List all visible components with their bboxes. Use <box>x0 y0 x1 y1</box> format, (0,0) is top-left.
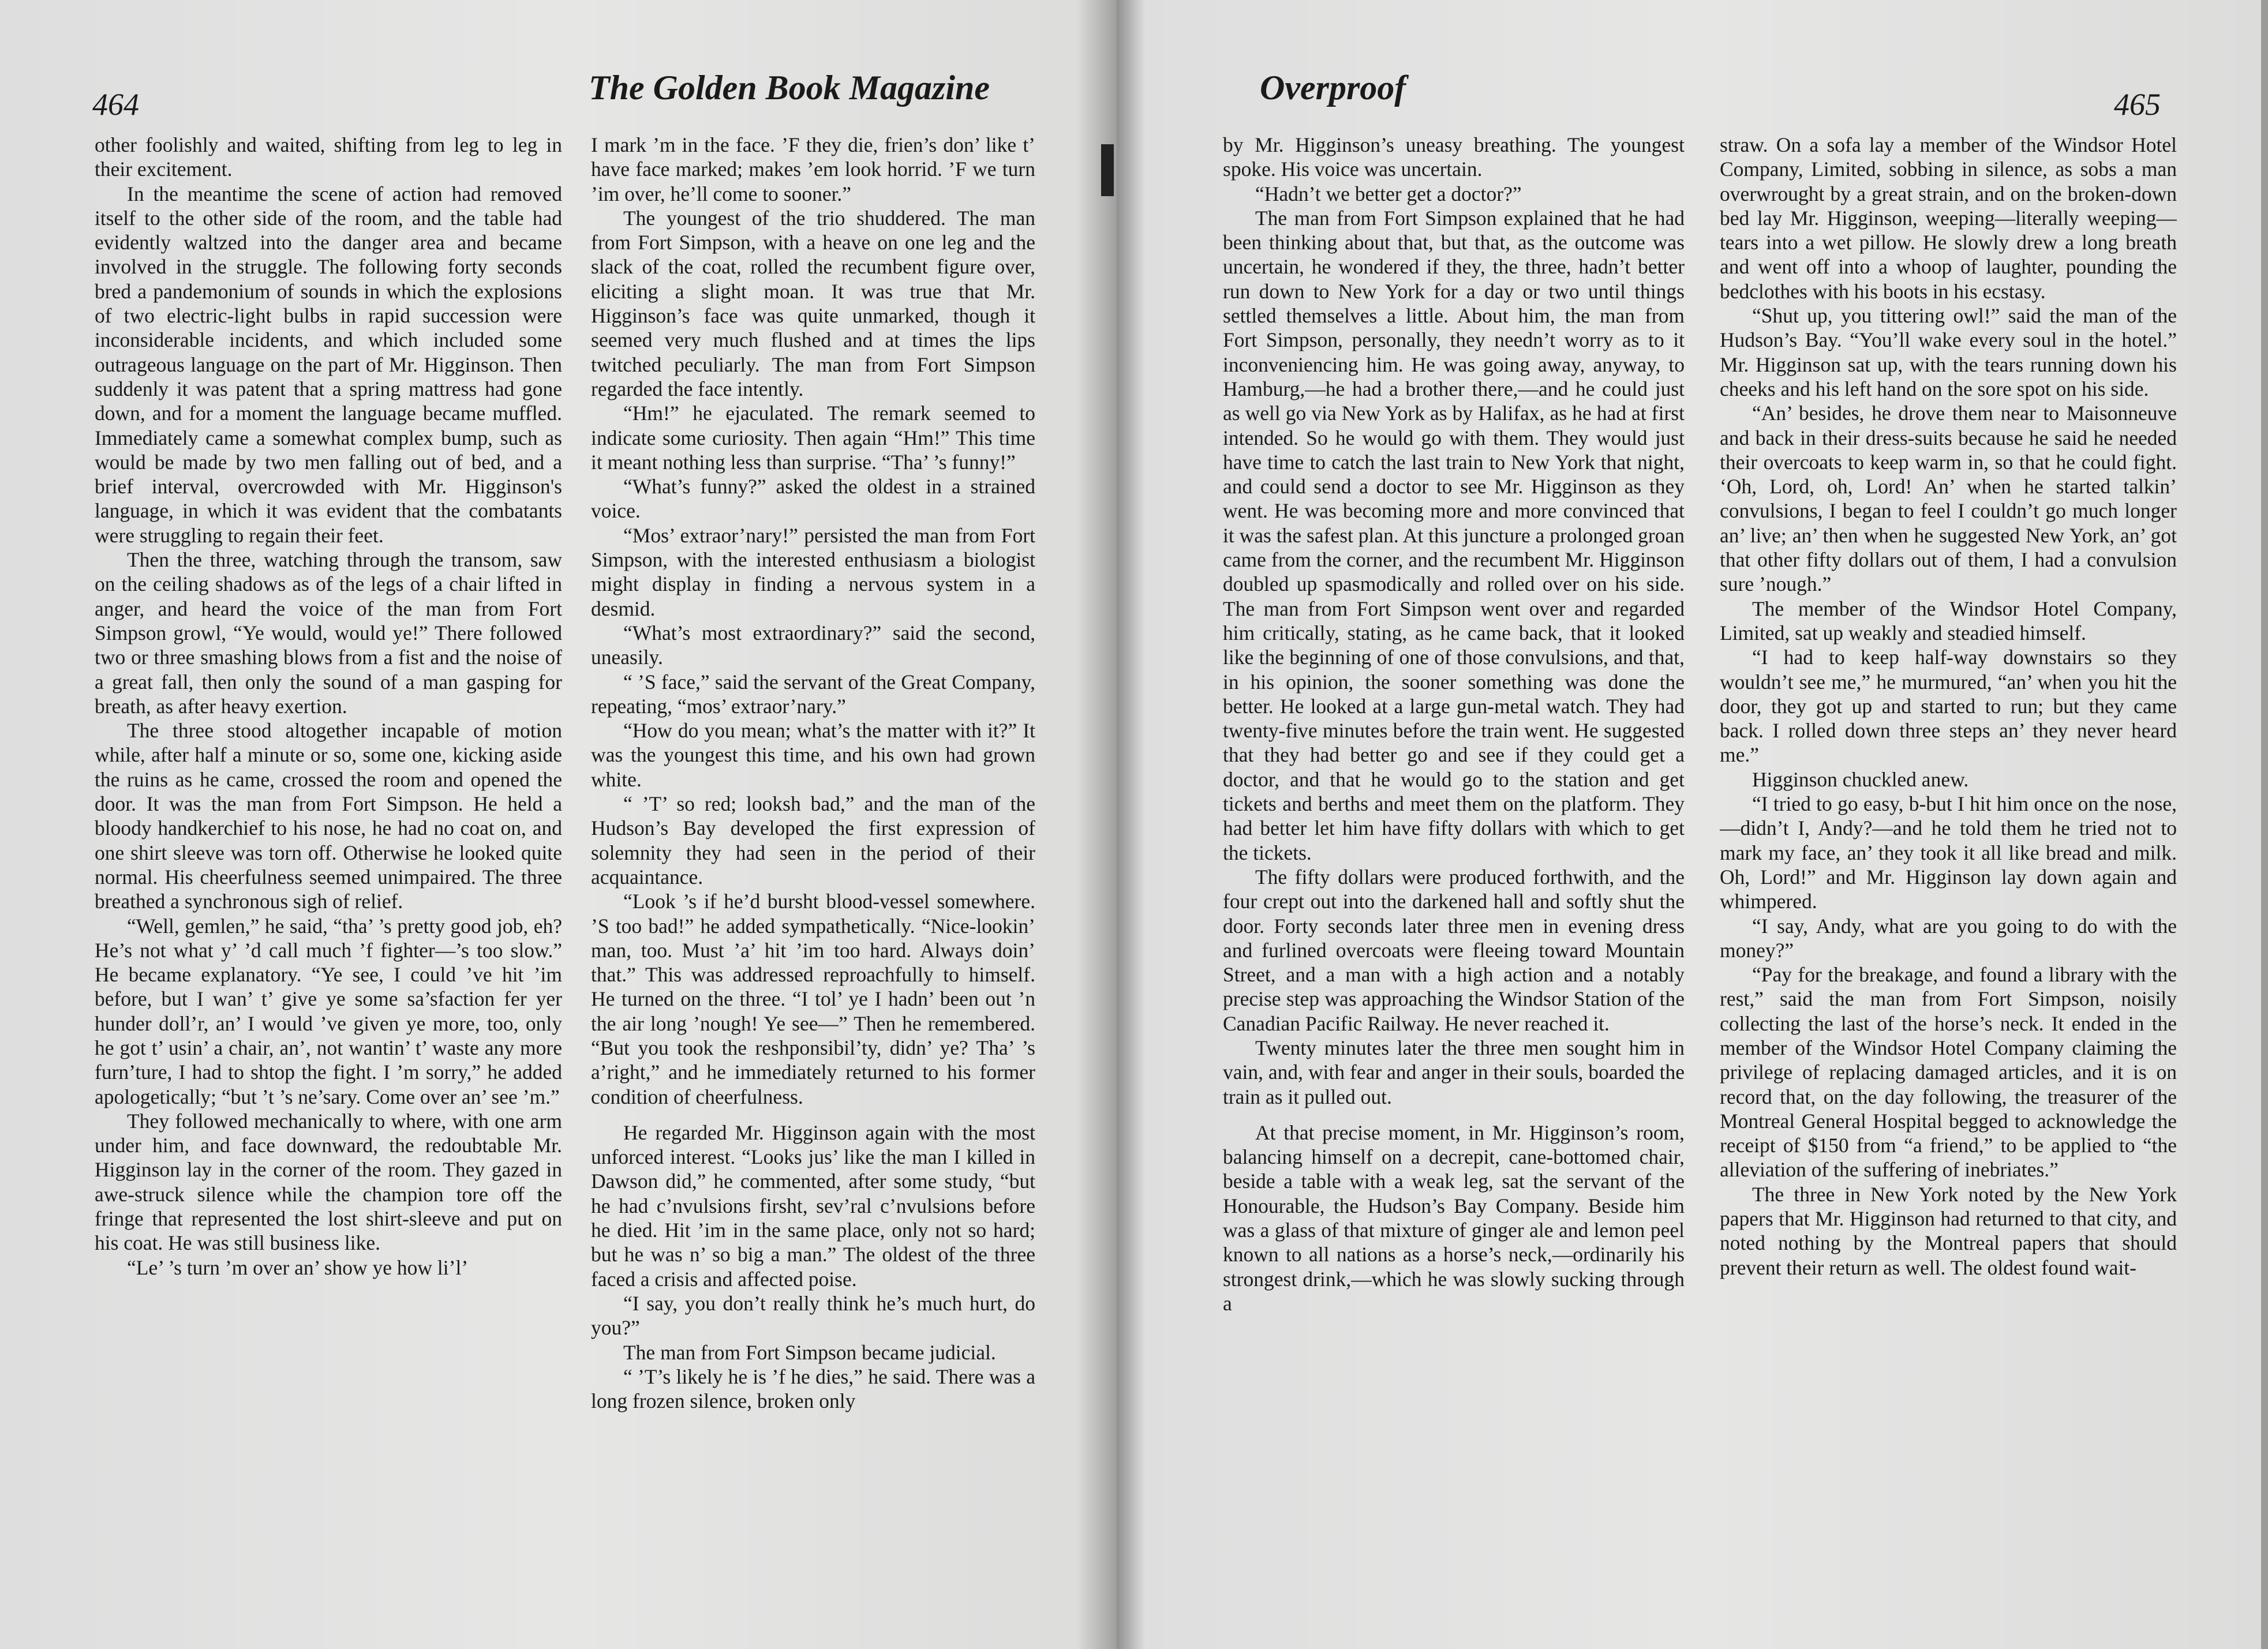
paragraph: “Shut up, you tittering owl!” said the man of the Hudson’s Bay. “You’ll wake every soul in the hotel.” Mr. Higginson sat up, with the tears running down his cheeks and his left hand on the sore spot on his side. <box>1720 304 2177 400</box>
paragraph: “What’s funny?” asked the oldest in a strained voice. <box>591 475 1035 523</box>
paragraph: The man from Fort Simpson became judicial. <box>623 1340 996 1364</box>
paragraph: “Hadn’t we better get a doctor?” <box>1255 182 1522 205</box>
paragraph: The three in New York noted by the New York papers that Mr. Higginson had returned to that city, and noted nothing by the Montreal papers that should prevent their return as well. The oldest found wait- <box>1720 1182 2177 1279</box>
running-head-left: The Golden Book Magazine <box>589 69 990 107</box>
binding-mark <box>1101 144 1114 196</box>
paragraph: “ ’T’s likely he is ’f he dies,” he said. There was a long frozen silence, broken only <box>591 1365 1035 1413</box>
page-edge <box>2261 0 2268 1649</box>
paragraph: “ ’S face,” said the servant of the Great Company, repeating, “mos’ extraor’nary.” <box>591 670 1035 718</box>
left-page <box>0 0 1117 1649</box>
paragraph: The youngest of the trio shuddered. The man from Fort Simpson, with a heave on one leg and the slack of the coat, rolled the recumbent figure over, eliciting a slight moan. It was true that Mr. Higginson’s face was quite unmarked, though it seemed very much flushed and at times the lips twitched peculiarly. The man from Fort Simpson regarded the face intently. <box>591 206 1035 400</box>
paragraph: “Well, gemlen,” he said, “tha’ ’s pretty good job, eh? He’s not what y’ ’d call much ’f fighter—’s too slow.” He became explanatory. “Ye see, I could ’ve hit ’im before, but I wan’ t’ give ye some sa’sfaction fer yer hunder doll’r, an’ I would ’ve given ye more, too, only he got t’ usin’ a chair, an’, not wantin’ t’ waste any more furn’ture, I had to shtop the fight. I ’m sorry,” he added apologetically; “but ’t ’s ne’sary. Come over an’ see ’m.” <box>95 914 562 1108</box>
paragraph: other foolishly and waited, shifting from leg to leg in their excitement. <box>95 133 562 181</box>
paragraph: The three stood altogether incapable of motion while, after half a minute or so, some one, kicking aside the ruins as he came, crossed the room and opened the door. It was the man from Fort Simpson. He held a bloody handkerchief to his nose, he had no coat on, and one shirt sleeve was torn off. Otherwise he looked quite normal. His cheerfulness seemed unimpaired. The three breathed a synchronous sigh of relief. <box>95 719 562 913</box>
paragraph: “I say, Andy, what are you going to do with the money?” <box>1720 914 2177 962</box>
paragraph: straw. On a sofa lay a member of the Windsor Hotel Company, Limited, sobbing in silence, as sobs a man overwrought by a great strain, and on the broken-down bed lay Mr. Higginson, weeping—literally weeping—tears into a wet pillow. He slowly drew a long breath and went off into a whoop of laughter, pounding the bedclothes with his boots in his ecstasy. <box>1720 133 2177 303</box>
paragraph: “ ’T’ so red; looksh bad,” and the man of the Hudson’s Bay developed the first expression of solemnity they had seen in the period of their acquaintance. <box>591 792 1035 889</box>
right-column-2 <box>1720 133 2177 1610</box>
paragraph: The fifty dollars were produced forthwith, and the four crept out into the darkened hall and softly shut the door. Forty seconds later three men in evening dress and furlined overcoats were fleeing toward Mountain Street, and a man with a high action and a notably precise step was approaching the Windsor Station of the Canadian Pacific Railway. He never reached it. <box>1223 865 1685 1035</box>
paragraph: “Le’ ’s turn ’m over an’ show ye how li’l’ <box>127 1256 469 1279</box>
paragraph: “I say, you don’t really think he’s much hurt, do you?” <box>591 1291 1035 1340</box>
paragraph: “What’s most extraordinary?” said the second, uneasily. <box>591 621 1035 669</box>
paragraph: I mark ’m in the face. ’F they die, frien’s don’ like t’ have face marked; makes ’em look horrid. ’F we turn ’im over, he’ll come to sooner.” <box>591 133 1035 205</box>
gutter-shadow <box>1076 0 1117 1649</box>
paragraph: “Mos’ extraor’nary!” persisted the man from Fort Simpson, with the interested enthusiasm a biologist might display in finding a nervous system in a desmid. <box>591 523 1035 620</box>
running-head-right: Overproof <box>1260 69 1406 107</box>
left-column-2 <box>591 133 1035 1610</box>
folio-left: 464 <box>92 87 139 122</box>
paragraph: “An’ besides, he drove them near to Maisonneuve and back in their dress-suits because he said he needed their overcoats to keep warm in, so that he could fight. ‘Oh, Lord, oh, Lord! An’ when he started talkin’ convulsions, I began to feel I couldn’t go much longer an’ live; an’ then when he suggested New York, an’ got that other fifty dollars out of them, I had a convulsion sure ’nough.” <box>1720 402 2177 596</box>
folio-right: 465 <box>2114 87 2161 122</box>
paragraph: “Pay for the breakage, and found a library with the rest,” said the man from Fort Simpson, noisily collecting the last of the horse’s neck. It ended in the member of the Windsor Hotel Company claiming the privilege of replacing damaged articles, and it is on record that, on the day following, the treasurer of the Montreal General Hospital begged to acknowledge the receipt of $150 from “a friend,” to be applied to “the alleviation of the suffering of inebriates.” <box>1720 963 2177 1182</box>
paragraph: The man from Fort Simpson explained that he had been thinking about that, but that, as the outcome was uncertain, he wondered if they, the three, hadn’t better run down to New York for a day or two until things settled themselves a little. About him, the man from Fort Simpson, personally, they needn’t worry as to it inconveniencing him. He was going away, anyway, to Hamburg,—he had a brother there,—and he could just as well go via New York as by Halifax, as he had at first intended. So he would go with them. They would just have time to catch the last train to New York that night, and could send a doctor to see Mr. Higginson as they went. He was becoming more and more convinced that it was the safest plan. At this juncture a prolonged groan came from the corner, and the recumbent Mr. Higginson doubled up spasmodically and rolled over on his side. The man from Fort Simpson went over and regarded him critically, stating, as he came back, that it looked like the beginning of one of those convulsions, and that, in his opinion, the sooner something was done the better. He looked at a large gun-metal watch. They had twenty-five minutes before the train went. He suggested that they had better go and see if they could get a doctor, and that he would go to the station and get tickets and berths and meet them on the platform. They had better let him have fifty dollars with which to get the tickets. <box>1223 206 1685 864</box>
paragraph: They followed mechanically to where, with one arm under him, and face downward, the redoubtable Mr. Higginson lay in the corner of the room. They gazed in awe-struck silence while the champion tore off the fringe that represented the lost shirt-sleeve and put on his coat. He was still business like. <box>95 1109 562 1255</box>
paragraph: “I had to keep half-way downstairs so they wouldn’t see me,” he murmured, “an’ when you hit the door, they got up and started to run; but they came back. I rolled down three steps an’ they never heard me.” <box>1720 646 2177 767</box>
paragraph: “How do you mean; what’s the matter with it?” It was the youngest this time, and his own had grown white. <box>591 719 1035 791</box>
paragraph: “Look ’s if he’d bursht blood-vessel somewhere. ’S too bad!” he added sympathetically. “Nice-lookin’ man, too. Must ’a’ hit ’im too hard. Always doin’ that.” This was addressed reproachfully to himself. He turned on the three. “I tol’ ye I hadn’ been out ’n the air long ’nough! Ye see—” Then he remembered. “But you took the reshponsibil’ty, didn’ ye? Tha’ ’s a’right,” and he immediately returned to his former condition of cheerfulness. <box>591 890 1035 1108</box>
left-column-1 <box>95 133 562 1610</box>
paragraph: He regarded Mr. Higginson again with the most unforced interest. “Looks jus’ like the man I killed in Dawson did,” he commented, after some study, “but he had c’nvulsions firsht, sev’ral c’nvulsions before he died. Hit ’im in the same place, only not so hard; but he was n’ so big a man.” The oldest of the three faced a crisis and affected poise. <box>591 1120 1035 1291</box>
paragraph: Higginson chuckled anew. <box>1752 767 1969 791</box>
paragraph: The member of the Windsor Hotel Company, Limited, sat up weakly and steadied himself. <box>1720 597 2177 644</box>
right-column-1 <box>1223 133 1685 1610</box>
paragraph: “Hm!” he ejaculated. The remark seemed to indicate some curiosity. Then again “Hm!” This time it meant nothing less than surprise. “Tha’ ’s funny!” <box>591 402 1035 474</box>
paragraph: In the meantime the scene of action had removed itself to the other side of the room, and the table had evidently waltzed into the danger area and became involved in the struggle. The following forty seconds bred a pandemonium of sounds in which the explosions of two electric-light bulbs in rapid succession were inconsiderable incidents, and which included some outrageous language on the part of Mr. Higginson. Then suddenly it was patent that a spring mattress had gone down, and for a moment the language became muffled. Immediately came a somewhat complex bump, such as would be made by two men falling out of bed, and a brief interval, overcrowded with Mr. Higginson's language, in which it was evident that the combatants were struggling to regain their feet. <box>95 182 562 547</box>
paragraph: Then the three, watching through the transom, saw on the ceiling shadows as of the legs of a chair lifted in anger, and heard the voice of the man from Fort Simpson growl, “Ye would, would ye!” There followed two or three smashing blows from a fist and the noise of a great fall, then only the sound of a man gasping for breath, as after heavy exertion. <box>95 548 562 718</box>
paragraph: by Mr. Higginson’s uneasy breathing. The youngest spoke. His voice was uncertain. <box>1223 133 1685 181</box>
paragraph: “I tried to go easy, b-but I hit him once on the nose,—didn’t I, Andy?—and he told them he tried not to mark my face, an’ they took it all like bread and milk. Oh, Lord!” and Mr. Higginson lay down again and whimpered. <box>1720 792 2177 913</box>
gutter-shadow <box>1117 0 1146 1649</box>
paragraph: At that precise moment, in Mr. Higginson’s room, balancing himself on a decrepit, cane-bottomed chair, beside a table with a weak leg, sat the servant of the Honourable, the Hudson’s Bay Company. Beside him was a glass of that mixture of ginger ale and lemon peel known to all nations as a horse’s neck,—ordinarily his strongest drink,—which he was slowly sucking through a <box>1223 1120 1685 1315</box>
right-page <box>1117 0 2268 1649</box>
paragraph: Twenty minutes later the three men sought him in vain, and, with fear and anger in their souls, boarded the train as it pulled out. <box>1223 1036 1685 1108</box>
